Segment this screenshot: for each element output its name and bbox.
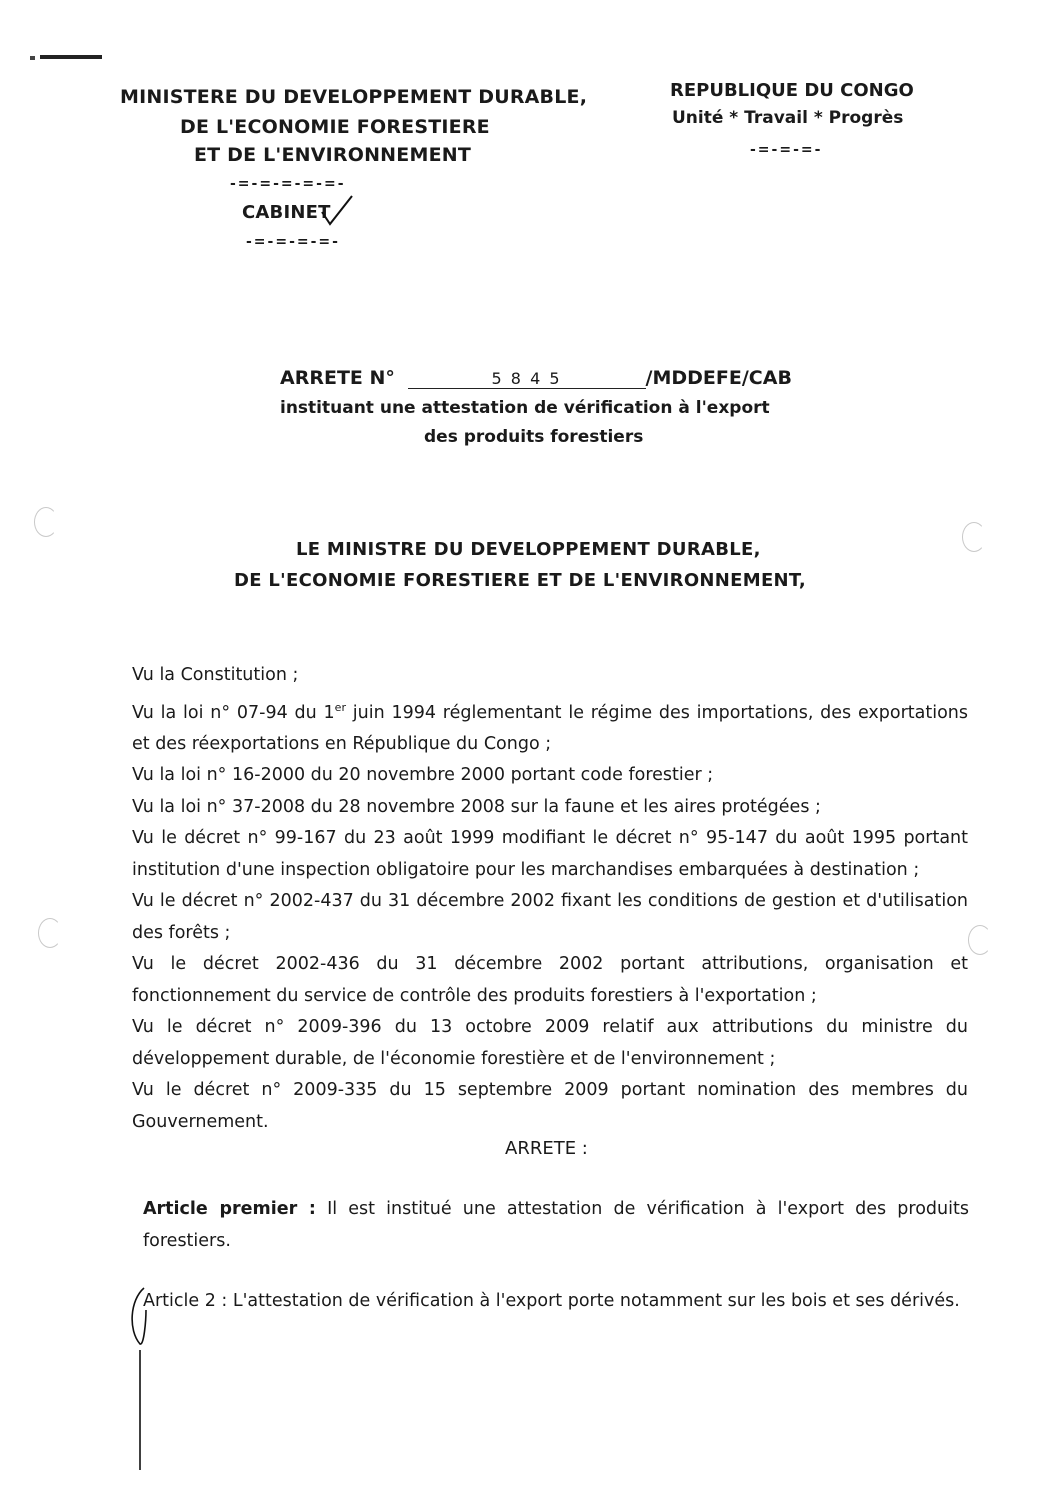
- article-2-text: L'attestation de vérification à l'export porte notamment sur les bois et ses dérivés.: [232, 1291, 960, 1311]
- separator-left-2: -=-=-=-=-: [246, 234, 340, 250]
- arrete-subtitle-1: instituant une attestation de vérification à l'export: [280, 398, 770, 418]
- arrete-subtitle-2: des produits forestiers: [424, 427, 644, 447]
- punch-hole-right-mid: [968, 925, 992, 955]
- scan-mark-dot: [30, 56, 35, 60]
- visa-loi-16-2000: Vu la loi n° 16-2000 du 20 novembre 2000 portant code forestier ;: [132, 765, 714, 786]
- article-1-text: Il est institué une attestation de vérification à l'export des produits forestiers.: [143, 1199, 969, 1251]
- cabinet-text: CABINET: [242, 202, 331, 223]
- ministry-line-2: DE L'ECONOMIE FORESTIERE: [180, 116, 490, 138]
- margin-annotation: [126, 1280, 166, 1480]
- ministry-line-1: MINISTERE DU DEVELOPPEMENT DURABLE,: [120, 86, 588, 108]
- minister-line-2: DE L'ECONOMIE FORESTIERE ET DE L'ENVIRONNEMENT,: [234, 570, 807, 591]
- superscript-er: er: [334, 700, 346, 714]
- visas-block: [132, 660, 968, 1138]
- ministry-line-3: ET DE L'ENVIRONNEMENT: [194, 144, 472, 166]
- punch-hole-left-mid: [38, 918, 62, 948]
- visa-decret-2009-335: Vu le décret n° 2009-335 du 15 septembre 2009 portant nomination des membres du Gouvernement.: [132, 1080, 968, 1132]
- checkmark-icon: [320, 194, 354, 226]
- arrete-suffix: /MDDEFE/CAB: [645, 367, 792, 389]
- arrete-number-line: [280, 367, 792, 389]
- arrete-prefix: ARRETE N°: [280, 367, 395, 389]
- republic-motto: Unité * Travail * Progrès: [672, 108, 904, 128]
- arrete-heading: ARRETE :: [505, 1138, 588, 1159]
- visa-loi-37-2008: Vu la loi n° 37-2008 du 28 novembre 2008 sur la faune et les aires protégées ;: [132, 796, 821, 817]
- visa-loi-07-94: Vu la loi n° 07-94 du 1er juin 1994 réglementant le régime des importations, des exportations et des réexportations en République du Congo ;: [132, 700, 969, 754]
- republic-title: REPUBLIQUE DU CONGO: [670, 80, 914, 101]
- scan-mark-bar: [40, 55, 102, 59]
- separator-left-1: -=-=-=-=-=-: [230, 176, 346, 192]
- visa-decret-2009-396: Vu le décret n° 2009-396 du 13 octobre 2009 relatif aux attributions du ministre du développement durable, de l'économie forestière et de l'environnement ;: [132, 1017, 968, 1069]
- cabinet-label: [242, 202, 331, 223]
- visa-decret-2002-437: Vu le décret n° 2002-437 du 31 décembre 2002 fixant les conditions de gestion et d'utilisation des forêts ;: [132, 891, 968, 943]
- article-2-label: Article 2 :: [143, 1291, 228, 1311]
- visa-decret-2002-436: Vu le décret 2002-436 du 31 décembre 2002 portant attributions, organisation et fonctionnement du service de contrôle des produits forestiers à l'exportation ;: [132, 954, 968, 1006]
- article-1-label: Article premier :: [143, 1199, 316, 1219]
- article-2: [143, 1285, 969, 1317]
- visa-constitution: Vu la Constitution ;: [132, 665, 299, 685]
- punch-hole-left-top: [34, 507, 58, 537]
- minister-line-1: LE MINISTRE DU DEVELOPPEMENT DURABLE,: [296, 539, 761, 560]
- punch-hole-right-top: [962, 522, 986, 552]
- separator-right: -=-=-=-: [750, 142, 823, 158]
- arrete-number: [408, 370, 646, 389]
- visa-decret-99-167: Vu le décret n° 99-167 du 23 août 1999 modifiant le décret n° 95-147 du août 1995 portant institution d'une inspection obligatoire pour les marchandises embarquées à destination ;: [132, 828, 968, 880]
- arrete-number-value: 5 8 4 5: [491, 369, 562, 388]
- article-1: [143, 1193, 969, 1257]
